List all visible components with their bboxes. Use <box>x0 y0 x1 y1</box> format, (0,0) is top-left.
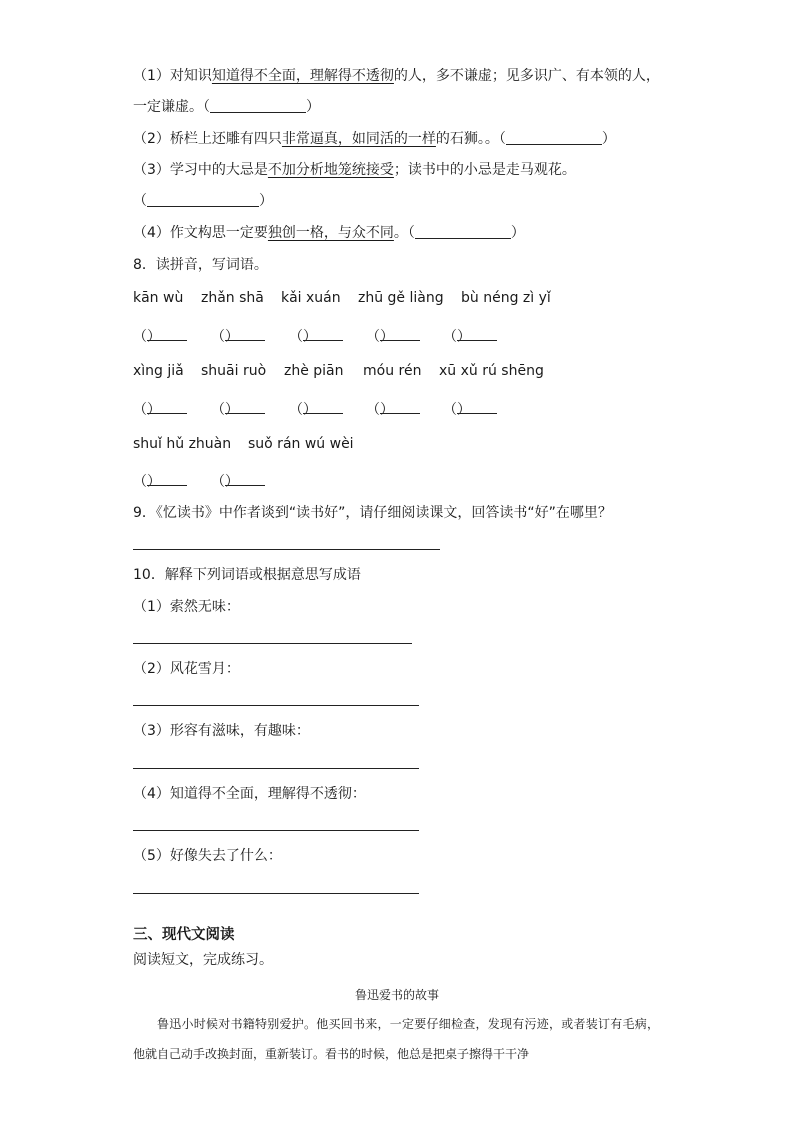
q10-item-2: （2）风花雪月： <box>133 661 240 677</box>
q7-sentence-2 <box>133 129 616 149</box>
paren-close: ） <box>457 402 471 418</box>
pinyin: zhè piān <box>284 363 344 379</box>
q10-item-3: （3）形容有滋味，有趣味： <box>133 723 310 739</box>
answer-box[interactable] <box>133 326 161 346</box>
q8-pinyin-row-2 <box>0 363 794 383</box>
q7-s1-underlined: 知道得不全面，理解得不透彻 <box>211 68 394 84</box>
pinyin: kǎi xuán <box>281 290 341 306</box>
pinyin: xū xǔ rú shēng <box>439 363 544 379</box>
paren-open: （ <box>133 474 147 490</box>
paren-open: （ <box>289 402 303 418</box>
q7-s4-underlined: 独创一格，与众不同 <box>267 225 394 241</box>
q7-answer-blank-4[interactable] <box>415 224 511 239</box>
section-intro: 阅读短文，完成练习。 <box>133 952 273 968</box>
answer-box[interactable] <box>211 471 239 491</box>
q7-s2-text: （2）桥栏上还雕有四只 <box>133 131 282 147</box>
q7-s3-text: （3）学习中的大忌是 <box>133 162 268 178</box>
section-heading: 三、现代文阅读 <box>133 927 235 943</box>
q7-sentence-1-cont <box>133 97 320 117</box>
paren-open: （ <box>211 329 225 345</box>
answer-box[interactable] <box>211 326 239 346</box>
paren-close: ） <box>380 329 394 345</box>
q7-sentence-4 <box>133 223 525 243</box>
paren-open: （ <box>211 402 225 418</box>
paren-close: ） <box>303 329 317 345</box>
paren-close: ） <box>303 402 317 418</box>
q7-answer-blank-1[interactable] <box>210 98 306 113</box>
paren-close: ） <box>225 474 239 490</box>
q10-answer-line-2[interactable] <box>133 705 419 706</box>
answer-blank[interactable] <box>303 399 343 414</box>
q8-answer-row-2 <box>0 399 794 419</box>
answer-box[interactable] <box>366 326 394 346</box>
answer-box[interactable] <box>133 399 161 419</box>
answer-box[interactable] <box>443 399 471 419</box>
q7-answer-blank-3[interactable] <box>147 192 259 207</box>
pinyin: zhū gě liàng <box>358 290 444 306</box>
paren-close: ） <box>510 225 525 241</box>
answer-box[interactable] <box>289 399 317 419</box>
q10-item-4: （4）知道得不全面，理解得不透彻： <box>133 786 366 802</box>
paren-open: （ <box>443 329 457 345</box>
story-paragraph: 鲁迅小时候对书籍特别爱护。他买回书来，一定要仔细检查，发现有污迹，或者装订有毛病，他就自己动手改换封面，重新装订。看书的时候，他总是把桌子擦得干干净 <box>133 1017 659 1061</box>
pinyin: shuāi ruò <box>201 363 267 379</box>
q8-pinyin-row-3 <box>0 436 794 456</box>
paren-close: ） <box>225 329 239 345</box>
pinyin: shuǐ hǔ zhuàn <box>133 436 232 452</box>
answer-blank[interactable] <box>147 326 187 341</box>
pinyin: zhǎn shā <box>201 290 264 306</box>
paren-open: （ <box>366 402 380 418</box>
paren-close: ） <box>147 402 161 418</box>
paren-close: ） <box>147 474 161 490</box>
paren-open: （ <box>443 402 457 418</box>
paren-close: ） <box>380 402 394 418</box>
q7-s3-text-2: ；读书中的小忌是走马观花。 <box>393 162 576 178</box>
q10-title: 10．解释下列词语或根据意思写成语 <box>133 567 361 583</box>
paren-open: （ <box>211 474 225 490</box>
pinyin: móu rén <box>363 363 422 379</box>
answer-blank[interactable] <box>380 399 420 414</box>
answer-box[interactable] <box>289 326 317 346</box>
q7-s2-underlined: 非常逼真，如同活的一样 <box>281 131 436 147</box>
answer-box[interactable] <box>133 471 161 491</box>
paren-open: （ <box>366 329 380 345</box>
q7-s4-text-2: 。（ <box>393 225 415 241</box>
q8-title: 8．读拼音，写词语。 <box>133 257 268 273</box>
q9-question: 9．《忆读书》中作者谈到“读书好”，请仔细阅读课文，回答读书“好”在哪里？ <box>133 505 612 521</box>
pinyin: bù néng zì yǐ <box>461 290 551 306</box>
answer-blank[interactable] <box>225 399 265 414</box>
q7-s1-text-2: 的人，多不谦虚；见多识广、有本领的人， <box>393 68 660 84</box>
q7-s4-text: （4）作文构思一定要 <box>133 225 268 241</box>
answer-blank[interactable] <box>380 326 420 341</box>
paren-close: ） <box>457 329 471 345</box>
q7-s2-text-2: 的石狮。。（ <box>435 131 506 147</box>
paren-open: （ <box>133 402 147 418</box>
paren-close: ） <box>259 193 273 209</box>
answer-blank[interactable] <box>225 471 265 486</box>
q7-sentence-3-cont <box>133 191 273 211</box>
answer-blank[interactable] <box>147 471 187 486</box>
paren-open: （ <box>289 329 303 345</box>
answer-blank[interactable] <box>457 326 497 341</box>
pinyin: kān wù <box>133 290 184 306</box>
q7-answer-blank-2[interactable] <box>506 130 602 145</box>
answer-box[interactable] <box>366 399 394 419</box>
q7-sentence-3 <box>133 160 576 180</box>
q10-answer-line-3[interactable] <box>133 768 419 769</box>
answer-box[interactable] <box>211 399 239 419</box>
q10-answer-line-1[interactable] <box>133 643 412 644</box>
q7-s3-underlined: 不加分析地笼统接受 <box>267 162 394 178</box>
q8-pinyin-row-1 <box>0 290 794 310</box>
paren-open: （ <box>133 193 147 209</box>
pinyin: suǒ rán wú wèi <box>248 436 354 452</box>
paren-close: ） <box>225 402 239 418</box>
paren-close: ） <box>601 131 616 147</box>
q7-sentence-1 <box>133 66 660 86</box>
answer-blank[interactable] <box>457 399 497 414</box>
paren-open: （ <box>133 329 147 345</box>
q10-answer-line-5[interactable] <box>133 893 419 894</box>
answer-blank[interactable] <box>225 326 265 341</box>
story-title: 鲁迅爱书的故事 <box>354 988 439 1002</box>
paren-close: ） <box>147 329 161 345</box>
q7-s1-text-3: 一定谦虚。（ <box>133 99 210 115</box>
q7-s1-text: （1）对知识 <box>133 68 212 84</box>
answer-blank[interactable] <box>303 326 343 341</box>
q8-answer-row-3 <box>0 471 794 491</box>
q9-answer-line[interactable] <box>133 549 440 550</box>
paren-close: ） <box>306 99 320 115</box>
q10-item-5: （5）好像失去了什么： <box>133 848 282 864</box>
answer-blank[interactable] <box>147 399 187 414</box>
pinyin: xìng jiǎ <box>133 363 184 379</box>
q10-answer-line-4[interactable] <box>133 830 419 831</box>
answer-box[interactable] <box>443 326 471 346</box>
q10-item-1: （1）索然无味： <box>133 599 240 615</box>
q8-answer-row-1 <box>0 326 794 346</box>
